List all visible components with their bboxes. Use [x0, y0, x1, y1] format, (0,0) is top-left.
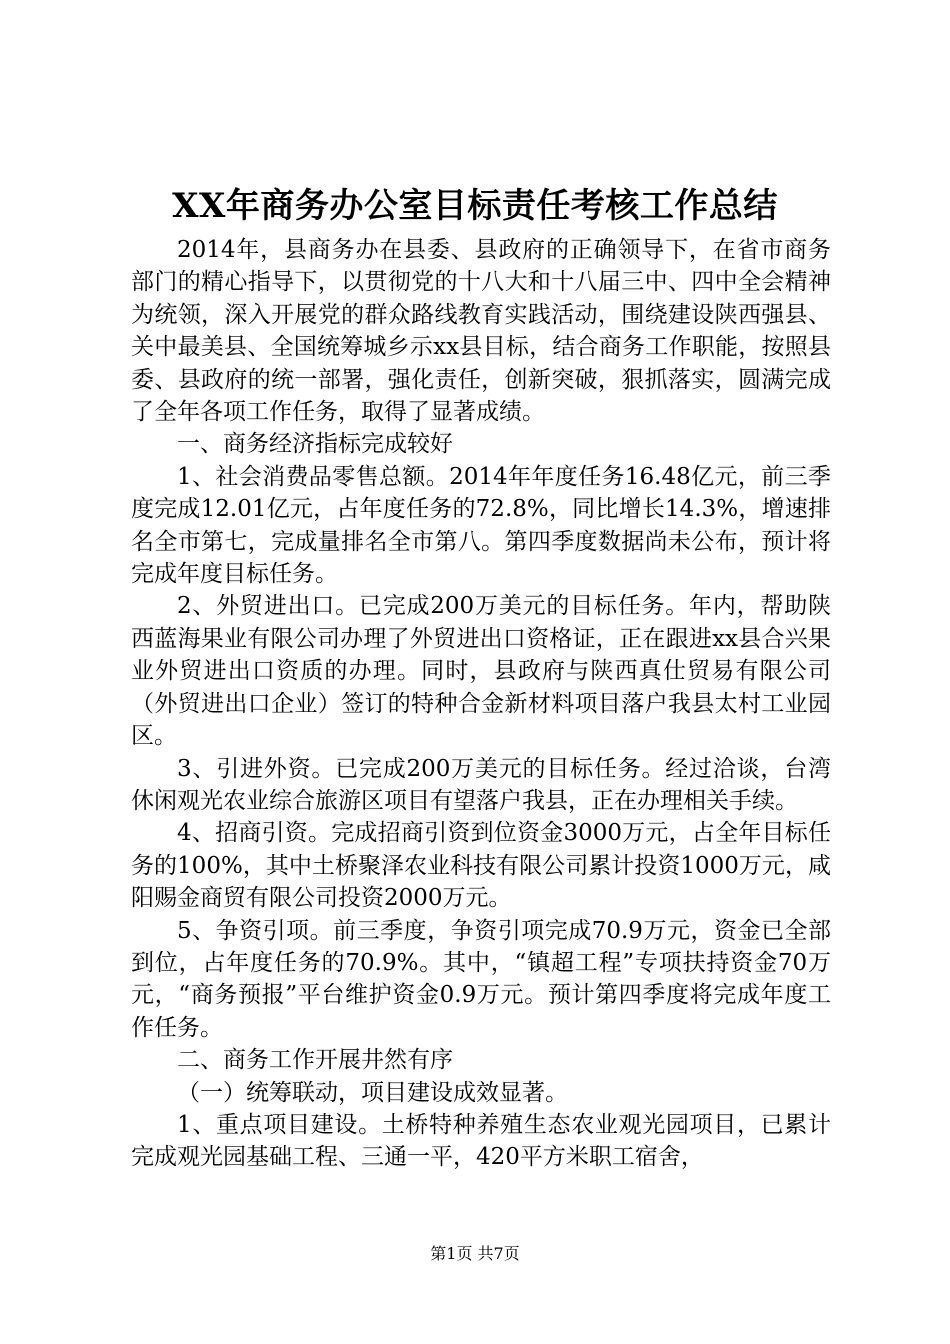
- section-heading-1: 一、商务经济指标完成较好: [177, 431, 453, 458]
- paragraph-foreign-trade: 2、外贸进出口。已完成200万美元的目标任务。年内，帮助陕西蓝海果业有限公司办理了外贸进出口资格证，正在跟进xx县合兴果业外贸进出口资质的办理。同时，县政府与陕西真仕贸易有限公司（外贸进出口企业）签订的特种合金新材料项目落户我县太村工业园区。: [131, 593, 831, 750]
- document-body: [131, 234, 831, 1174]
- paragraph-funding-projects: 5、争资引项。前三季度，争资引项完成70.9万元，资金已全部到位，占年度任务的70.9%。其中，“镇超工程”专项扶持资金70万元，“商务预报”平台维护资金0.9万元。预计第四季度将完成年度工作任务。: [131, 917, 831, 1041]
- paragraph-key-projects: 1、重点项目建设。土桥特种养殖生态农业观光园项目，已累计完成观光园基础工程、三通一平，420平方米职工宿舍，: [131, 1111, 831, 1171]
- subsection-heading-1: （一）统筹联动，项目建设成效显著。: [177, 1079, 568, 1106]
- intro-paragraph: 2014年，县商务办在县委、县政府的正确领导下，在省市商务部门的精心指导下，以贯彻党的十八大和十八届三中、四中全会精神为统领，深入开展党的群众路线教育实践活动，围绕建设陕西强县、关中最美县、全国统筹城乡示xx县目标，结合商务工作职能，按照县委、县政府的统一部署，强化责任，创新突破，狠抓落实，圆满完成了全年各项工作任务，取得了显著成绩。: [131, 237, 831, 426]
- section-heading-2: 二、商务工作开展井然有序: [177, 1047, 453, 1074]
- paragraph-retail-sales: 1、社会消费品零售总额。2014年年度任务16.48亿元，前三季度完成12.01亿元，占年度任务的72.8%，同比增长14.3%，增速排名全市第七，完成量排名全市第八。第四季度数据尚未公布，预计将完成年度目标任务。: [131, 463, 831, 588]
- page-footer: 第1页 共7页: [430, 1244, 520, 1263]
- document-title: XX年商务办公室目标责任考核工作总结: [172, 186, 778, 226]
- paragraph-investment-attraction: 4、招商引资。完成招商引资到位资金3000万元，占全年目标任务的100%，其中土桥聚泽农业科技有限公司累计投资1000万元，咸阳赐金商贸有限公司投资2000万元。: [131, 820, 831, 912]
- paragraph-foreign-investment: 3、引进外资。已完成200万美元的目标任务。经过洽谈，台湾休闲观光农业综合旅游区项目有望落户我县，正在办理相关手续。: [131, 755, 831, 814]
